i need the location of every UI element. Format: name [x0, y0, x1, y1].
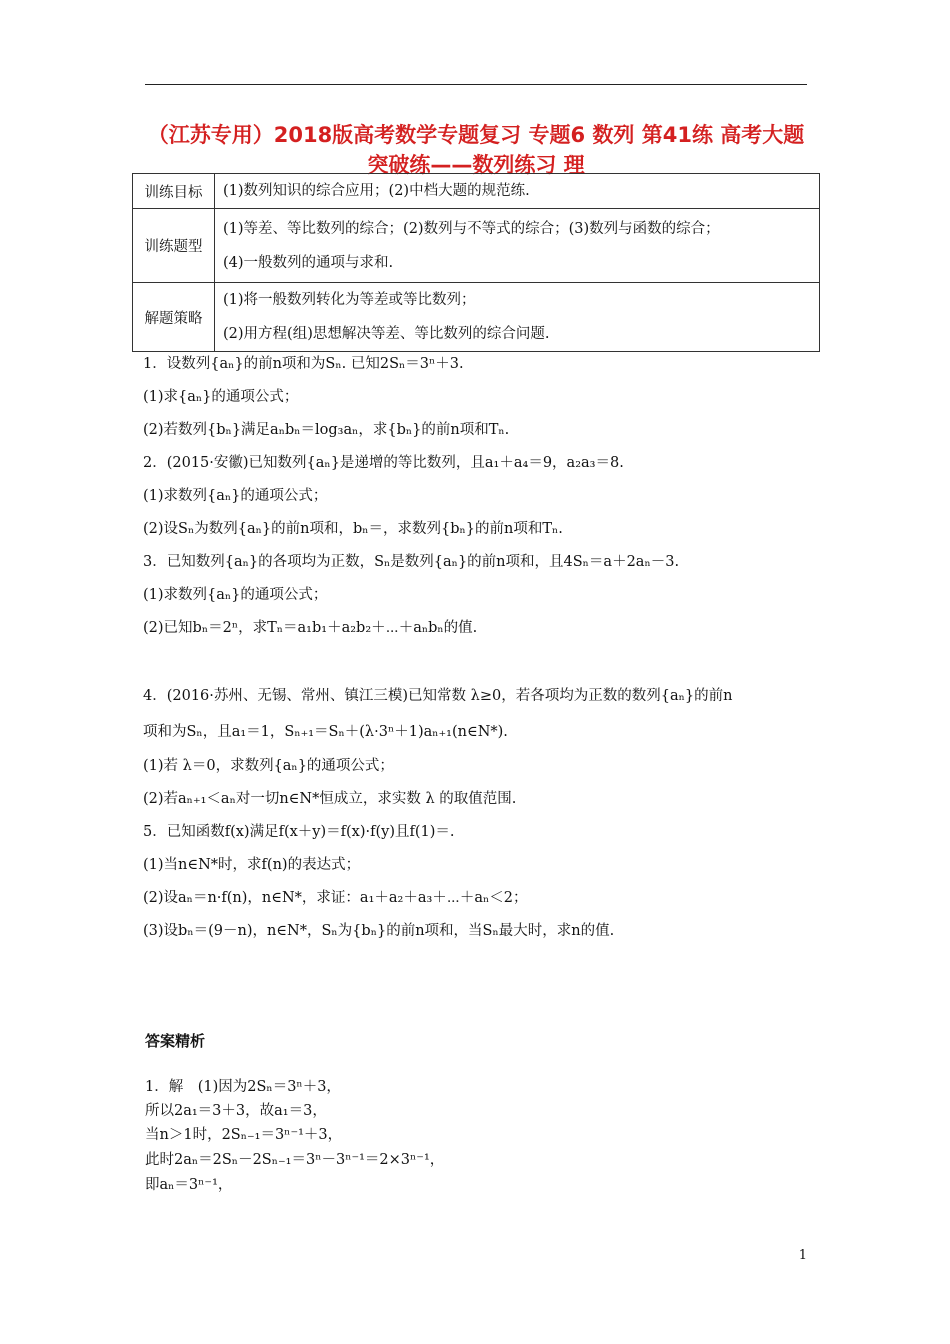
question-line: (1)求{aₙ}的通项公式； [143, 389, 299, 405]
question-line: 5．已知函数f(x)满足f(x＋y)＝f(x)·f(y)且f(1)＝. [143, 824, 455, 840]
table-row [133, 209, 820, 283]
question-line: (2)设aₙ＝n·f(n)，n∈N*，求证：a₁＋a₂＋a₃＋⋯＋aₙ＜2； [143, 890, 528, 906]
answer-line: 此时2aₙ＝2Sₙ－2Sₙ₋₁＝3ⁿ－3ⁿ⁻¹＝2×3ⁿ⁻¹， [145, 1152, 445, 1168]
content-line: (2)用方程(组)思想解决等差、等比数列的综合问题. [223, 326, 550, 342]
question-line: (3)设bₙ＝(9－n)，n∈N*，Sₙ为{bₙ}的前n项和，当Sₙ最大时，求n的值. [143, 923, 615, 939]
row-content [215, 174, 820, 209]
answer-line: 即aₙ＝3ⁿ⁻¹， [145, 1177, 233, 1193]
answer-line: 1．解 (1)因为2Sₙ＝3ⁿ＋3， [145, 1079, 341, 1095]
row-content [215, 209, 820, 283]
question-line: 1．设数列{aₙ}的前n项和为Sₙ. 已知2Sₙ＝3ⁿ＋3. [143, 356, 464, 372]
answer-line: 所以2a₁＝3＋3，故a₁＝3， [145, 1103, 327, 1119]
question-line: (1)求数列{aₙ}的通项公式； [143, 488, 328, 504]
question-line: 3．已知数列{aₙ}的各项均为正数，Sₙ是数列{aₙ}的前n项和，且4Sₙ＝a＋2aₙ－3. [143, 554, 680, 570]
answer-heading: 答案精析 [145, 1032, 206, 1050]
content-line: (1)数列知识的综合应用；(2)中档大题的规范练. [223, 183, 530, 199]
answer-line: 当n＞1时，2Sₙ₋₁＝3ⁿ⁻¹＋3， [145, 1127, 343, 1143]
training-info-table [132, 173, 820, 352]
question-line: (1)若 λ＝0，求数列{aₙ}的通项公式； [143, 758, 394, 774]
header-rule [145, 84, 807, 85]
page-number: 1 [798, 1248, 807, 1263]
question-line: 4．(2016·苏州、无锡、常州、镇江三模)已知常数 λ≥0，若各项均为正数的数列{aₙ}的前n [143, 688, 733, 704]
row-header: 训练目标 [133, 174, 215, 209]
table-row [133, 283, 820, 352]
document-title: （江苏专用）2018版高考数学专题复习 专题6 数列 第41练 高考大题突破练——数列练习 理 [147, 123, 805, 177]
question-line: (1)当n∈N*时，求f(n)的表达式； [143, 857, 361, 873]
question-line: (2)已知bₙ＝2ⁿ，求Tₙ＝a₁b₁＋a₂b₂＋⋯＋aₙbₙ的值. [143, 620, 478, 636]
table-row [133, 174, 820, 209]
content-line: (1)将一般数列转化为等差或等比数列； [223, 292, 476, 308]
question-line: (1)求数列{aₙ}的通项公式； [143, 587, 328, 603]
content-line: (4)一般数列的通项与求和. [223, 254, 394, 271]
question-line: 2．(2015·安徽)已知数列{aₙ}是递增的等比数列，且a₁＋a₄＝9，a₂a₃＝8. [143, 455, 624, 471]
row-content [215, 283, 820, 352]
question-line: (2)若数列{bₙ}满足aₙbₙ＝log₃aₙ，求{bₙ}的前n项和Tₙ. [143, 422, 510, 438]
content-line: (1)等差、等比数列的综合；(2)数列与不等式的综合；(3)数列与函数的综合； [223, 220, 720, 237]
question-line: (2)若aₙ₊₁＜aₙ对一切n∈N*恒成立，求实数 λ 的取值范围. [143, 791, 517, 807]
question-line: (2)设Sₙ为数列{aₙ}的前n项和，bₙ＝，求数列{bₙ}的前n项和Tₙ. [143, 521, 563, 537]
question-line: 项和为Sₙ，且a₁＝1，Sₙ₊₁＝Sₙ＋(λ·3ⁿ＋1)aₙ₊₁(n∈N*). [143, 724, 508, 740]
row-header: 训练题型 [133, 209, 215, 283]
row-header: 解题策略 [133, 283, 215, 352]
